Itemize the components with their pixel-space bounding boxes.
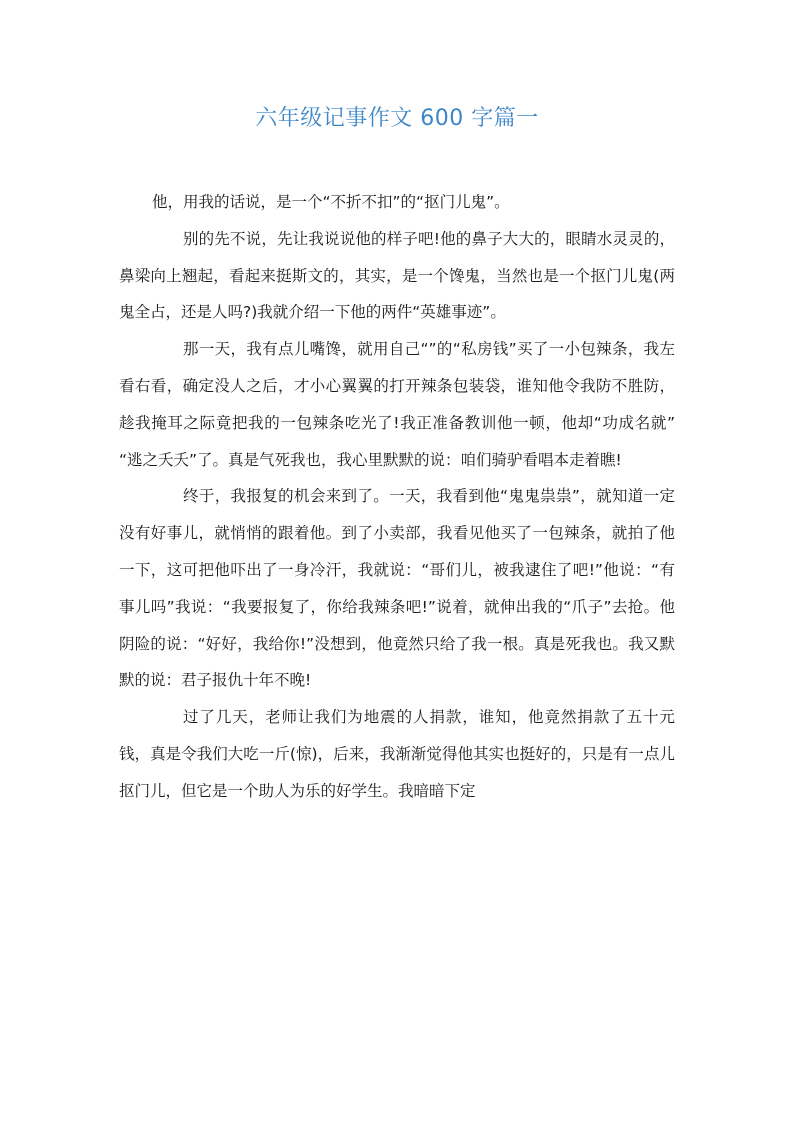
document-title: 六年级记事作文 600 字篇一 <box>255 106 539 131</box>
paragraph-1: 他，用我的话说，是一个“不折不扣”的“抠门儿鬼”。 <box>152 193 510 211</box>
paragraph-4: 终于，我报复的机会来到了。一天，我看到他“鬼鬼祟祟”，就知道一定没有好事儿，就悄悄的跟着他。到了小卖部，我看见他买了一包辣条，就拍了他一下，这可把他吓出了一身冷汗，我就说：“哥们儿，被我逮住了吧!”他说：“有事儿吗”我说：“我要报复了，你给我辣条吧!”说着，就伸出我的“爪子”去抢。他阴险的说：“好好，我给你!”没想到，他竟然只给了我一根。真是死我也。我又默默的说：君子报仇十年不晚! <box>119 487 675 690</box>
document-body <box>119 184 675 810</box>
paragraph-2: 别的先不说，先让我说说他的样子吧!他的鼻子大大的，眼睛水灵灵的，鼻梁向上翘起，看起来挺斯文的，其实，是一个馋鬼，当然也是一个抠门儿鬼(两鬼全占，还是人吗?)我就介绍一下他的两件“英雄事迹”。 <box>119 229 675 322</box>
paragraph-5: 过了几天，老师让我们为地震的人捐款，谁知，他竟然捐款了五十元钱，真是令我们大吃一斤(惊)，后来，我渐渐觉得他其实也挺好的，只是有一点儿抠门儿，但它是一个助人为乐的好学生。我暗暗下定 <box>119 708 675 800</box>
paragraph-3: 那一天，我有点儿嘴馋，就用自己“”的“私房钱”买了一小包辣条，我左看右看，确定没人之后，才小心翼翼的打开辣条包装袋，谁知他令我防不胜防，趁我掩耳之际竟把我的一包辣条吃光了!我正准备教训他一顿，他却“功成名就” “逃之夭夭”了。真是气死我也，我心里默默的说：咱们骑驴看唱本走着瞧! <box>119 340 675 469</box>
